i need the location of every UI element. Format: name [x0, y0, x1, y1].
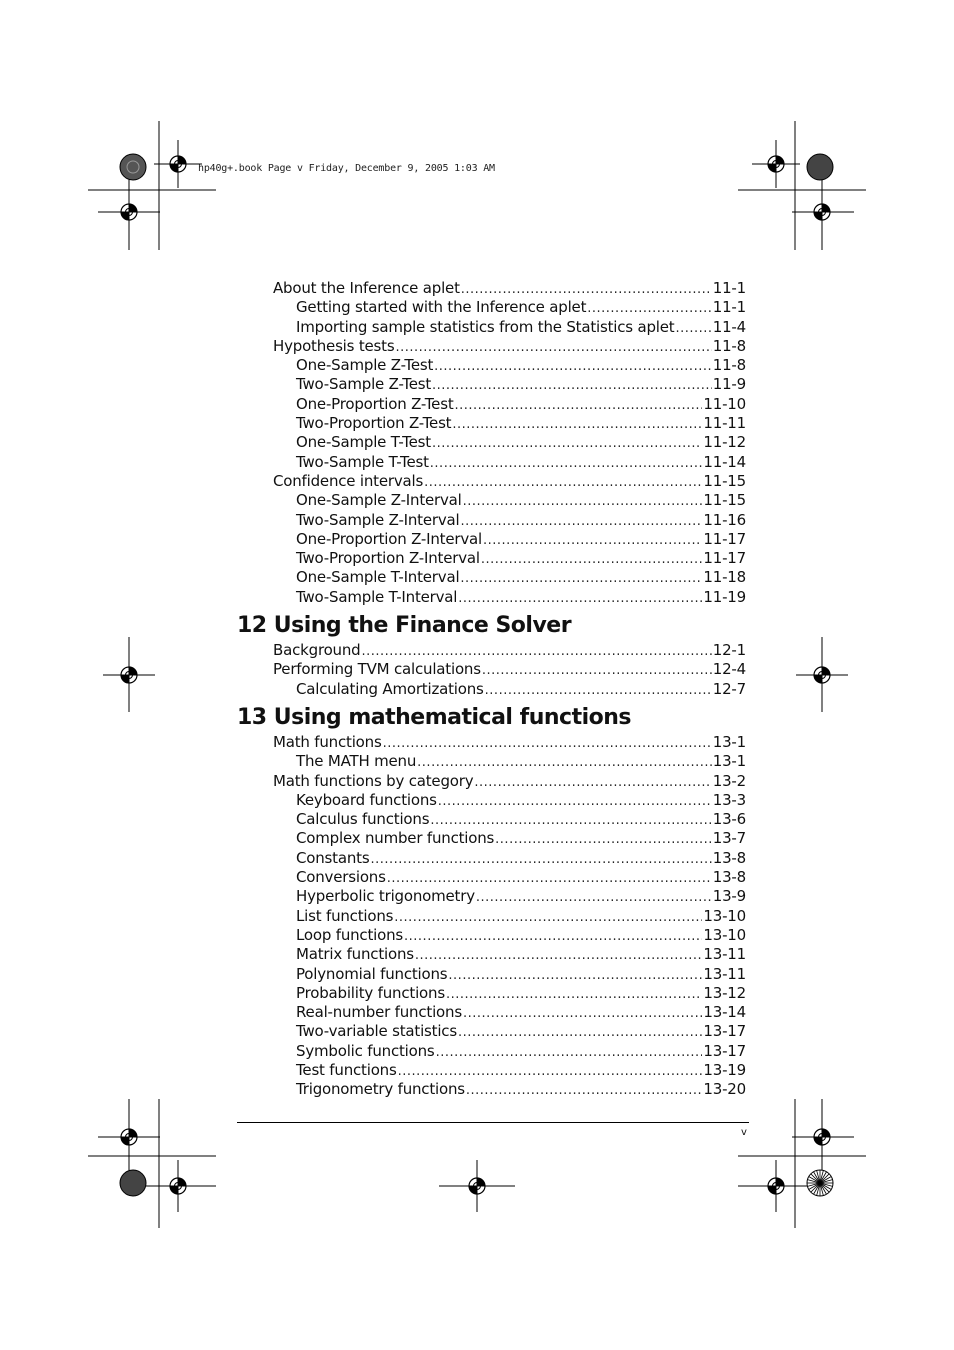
toc-entry-page: 11-1	[712, 298, 746, 317]
toc-entry-page: 12-4	[712, 660, 746, 679]
toc-entry-page: 11-15	[703, 471, 746, 490]
chapter-heading: 12 Using the Finance Solver	[237, 613, 572, 639]
toc-entry-page: 13-17	[703, 1041, 746, 1060]
chapter-heading: 13 Using mathematical functions	[237, 704, 631, 730]
toc-entry-page: 11-17	[703, 549, 746, 568]
toc-entry-title: Constants	[296, 848, 370, 867]
toc-entry-title: One-Sample T-Interval	[296, 568, 460, 587]
toc-entry-page: 11-19	[703, 587, 746, 606]
toc-entry-page: 13-9	[712, 887, 746, 906]
toc-entry-page: 11-17	[703, 529, 746, 548]
toc-entry-title: Polynomial functions	[296, 964, 448, 983]
toc-entry-title: Complex number functions	[296, 829, 495, 848]
toc-entry-page: 13-1	[712, 732, 746, 751]
toc-entry-page: 13-7	[712, 829, 746, 848]
toc-entry-page: 13-14	[703, 1003, 746, 1022]
toc-entry-title: Matrix functions	[296, 945, 414, 964]
toc-entry-page: 13-11	[703, 964, 746, 983]
toc-entry-page: 13-3	[712, 790, 746, 809]
toc-entry-page: 12-1	[712, 641, 746, 660]
toc-entry-page: 13-8	[712, 848, 746, 867]
toc-entry-title: About the Inference aplet	[273, 279, 460, 297]
toc-entry-title: Loop functions	[296, 925, 404, 944]
toc-entry-title: Probability functions	[296, 983, 445, 1002]
toc-entry-title: Two-Sample T-Test	[296, 452, 429, 471]
toc-entry-title: One-Sample Z-Test	[296, 356, 434, 375]
toc-entry-title: Importing sample statistics from the Statistics aplet	[296, 317, 675, 336]
toc-entry-page: 13-1	[712, 752, 746, 771]
toc-entry-title: Performing TVM calculations	[273, 660, 481, 679]
toc-entry-page: 11-16	[703, 510, 746, 529]
toc-entry-title: Keyboard functions	[296, 790, 437, 809]
toc-entry-page: 13-10	[703, 925, 746, 944]
toc-entry-title: Math functions	[273, 732, 382, 751]
toc-entry-page: 12-7	[712, 679, 746, 698]
toc-entry-title: Background	[273, 641, 361, 660]
toc-entry-page: 13-6	[712, 810, 746, 829]
toc-entry-title: Calculus functions	[296, 810, 430, 829]
toc-entry-title: Conversions	[296, 868, 386, 887]
toc-entry-title: Two-variable statistics	[296, 1022, 457, 1041]
toc-entry-page: 11-12	[703, 433, 746, 452]
toc-entry-title: Calculating Amortizations	[296, 679, 484, 698]
toc-entry-page: 11-8	[712, 336, 746, 355]
toc-entry-title: Getting started with the Inference aplet	[296, 298, 587, 317]
toc-entry-page: 13-10	[703, 906, 746, 925]
toc-entry-title: One-Proportion Z-Test	[296, 394, 454, 413]
toc-entry-title: Confidence intervals	[273, 471, 424, 490]
toc-entry-page: 13-17	[703, 1022, 746, 1041]
toc-entry-page: 11-8	[712, 356, 746, 375]
toc-entry-page: 11-15	[703, 491, 746, 510]
toc-entry-page: 13-19	[703, 1060, 746, 1079]
toc-entry-page: 13-12	[703, 983, 746, 1002]
toc-entry-title: Two-Sample T-Interval	[296, 587, 458, 606]
toc-entry-page: 11-14	[703, 452, 746, 471]
toc-entry-page: 11-10	[703, 394, 746, 413]
toc-entry-title: Real-number functions	[296, 1003, 462, 1022]
toc-entry-page: 13-11	[703, 945, 746, 964]
toc-entry-title: Hyperbolic trigonometry	[296, 887, 475, 906]
toc-entry-page: 11-18	[703, 568, 746, 587]
toc-entry-page: 11-1	[712, 279, 746, 297]
toc-entry-page: 13-2	[712, 771, 746, 790]
toc-entry-title: List functions	[296, 906, 394, 925]
toc-entry-title: Two-Proportion Z-Interval	[296, 549, 480, 568]
toc-entry-page: 13-20	[703, 1080, 746, 1099]
toc-entry-page: 13-8	[712, 868, 746, 887]
toc-entry-title: Two-Sample Z-Interval	[296, 510, 460, 529]
toc-entry-title: Two-Proportion Z-Test	[296, 414, 452, 433]
toc-entry-title: The MATH menu	[296, 752, 417, 771]
toc-entry-title: One-Sample Z-Interval	[296, 491, 462, 510]
toc-entry-page: 11-4	[712, 317, 746, 336]
toc-entry-title: Hypothesis tests	[273, 336, 395, 355]
page-number: v	[741, 1127, 747, 1138]
toc-entry-page: 11-11	[703, 414, 746, 433]
toc-entry-title: One-Sample T-Test	[296, 433, 431, 452]
toc-entry-title: Math functions by category	[273, 771, 474, 790]
toc-entry-title: Two-Sample Z-Test	[296, 375, 432, 394]
toc-entry-title: Test functions	[296, 1060, 397, 1079]
toc-entry-page: 11-9	[712, 375, 746, 394]
toc-entry-title: Symbolic functions	[296, 1041, 435, 1060]
toc-entry-title: One-Proportion Z-Interval	[296, 529, 482, 548]
print-header-note: hp40g+.book Page v Friday, December 9, 2005 1:03 AM	[198, 163, 495, 174]
toc-entry-title: Trigonometry functions	[296, 1080, 465, 1099]
